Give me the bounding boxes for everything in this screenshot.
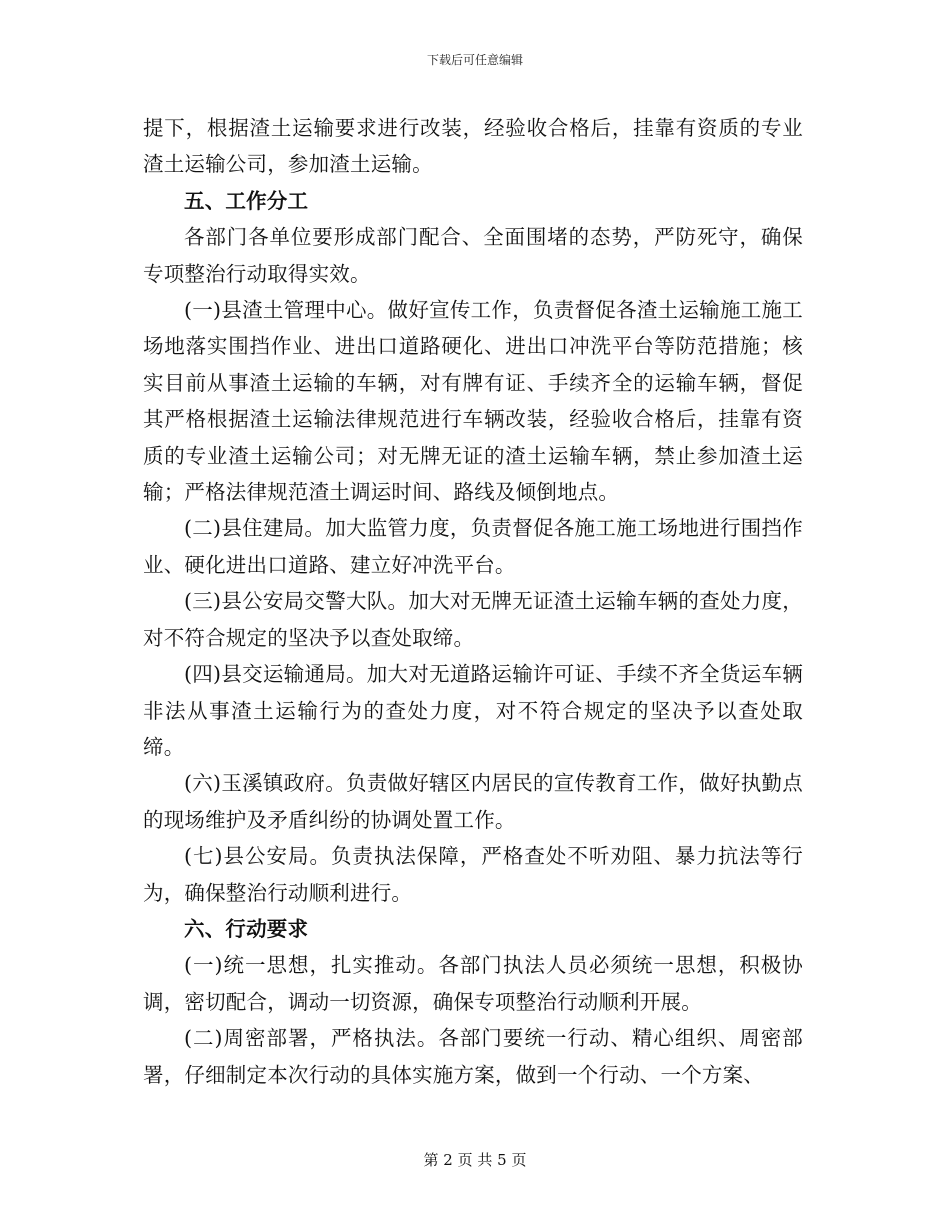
paragraph: 各部门各单位要形成部门配合、全面围堵的态势，严防死守，确保专项整治行动取得实效。 xyxy=(143,225,803,286)
paragraph: (一)县渣土管理中心。做好宣传工作，负责督促各渣土运输施工施工场地落实围挡作业、进出口道路硬化、进出口冲洗平台等防范措施；核实目前从事渣土运输的车辆，对有牌有证、手续齐全的运输车辆，督促其严格根据渣土运输法律规范进行车辆改装，经验收合格后，挂靠有资质的专业渣土运输公司；对无牌无证的渣土运输车辆，禁止参加渣土运输；严格法律规范渣土调运时间、路线及倾倒地点。 xyxy=(143,298,803,505)
paragraph: (三)县公安局交警大队。加大对无牌无证渣土运输车辆的查处力度，对不符合规定的坚决予以查处取缔。 xyxy=(143,589,803,650)
paragraph: (一)统一思想，扎实推动。各部门执法人员必须统一思想，积极协调，密切配合，调动一切资源，确保专项整治行动顺利开展。 xyxy=(143,953,803,1014)
paragraph: (七)县公安局。负责执法保障，严格查处不听劝阻、暴力抗法等行为，确保整治行动顺利进行。 xyxy=(143,844,803,905)
paragraph: (二)县住建局。加大监管力度，负责督促各施工施工场地进行围挡作业、硬化进出口道路、建立好冲洗平台。 xyxy=(143,516,803,577)
paragraph: (六)玉溪镇政府。负责做好辖区内居民的宣传教育工作，做好执勤点的现场维护及矛盾纠纷的协调处置工作。 xyxy=(143,771,803,832)
document-body xyxy=(143,110,803,1093)
page-header-note: 下载后可任意编辑 xyxy=(426,53,523,67)
paragraph-continuation: 提下，根据渣土运输要求进行改装，经验收合格后，挂靠有资质的专业渣土运输公司，参加渣土运输。 xyxy=(143,116,803,177)
section-heading-division-of-work: 五、工作分工 xyxy=(184,188,309,213)
paragraph: (四)县交运输通局。加大对无道路运输许可证、手续不齐全货运车辆非法从事渣土运输行为的查处力度，对不符合规定的坚决予以查处取缔。 xyxy=(143,662,803,759)
section-heading-action-requirements: 六、行动要求 xyxy=(184,916,309,941)
paragraph: (二)周密部署，严格执法。各部门要统一行动、精心组织、周密部署，仔细制定本次行动的具体实施方案，做到一个行动、一个方案、 xyxy=(143,1026,803,1087)
page-number: 第 2 页 共 5 页 xyxy=(423,1151,527,1169)
